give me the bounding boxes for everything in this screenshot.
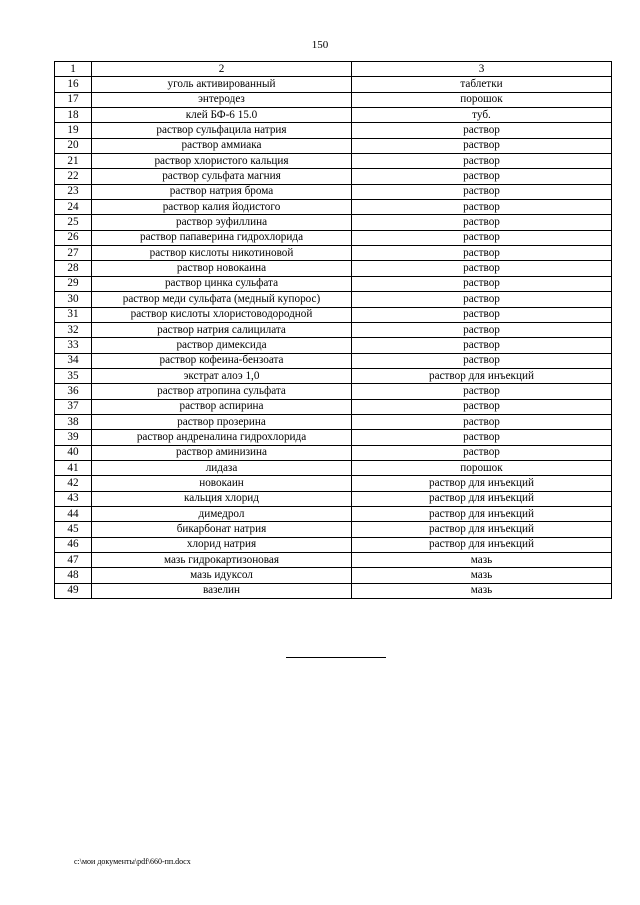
table-row (55, 200, 612, 215)
row-number-cell: 29 (55, 276, 92, 291)
row-number-cell: 33 (55, 338, 92, 353)
item-name-cell: экстрат алоэ 1,0 (92, 368, 352, 383)
row-number-cell: 38 (55, 414, 92, 429)
item-form-cell: раствор для инъекций (352, 368, 612, 383)
item-form-cell: раствор (352, 307, 612, 322)
item-form-cell: раствор (352, 138, 612, 153)
row-number-cell: 36 (55, 384, 92, 399)
item-name-cell: бикарбонат натрия (92, 522, 352, 537)
item-form-cell: мазь (352, 553, 612, 568)
item-name-cell: раствор димексида (92, 338, 352, 353)
table-row (55, 215, 612, 230)
item-form-cell: раствор (352, 169, 612, 184)
data-table (54, 61, 612, 599)
item-form-cell: раствор (352, 414, 612, 429)
item-name-cell: раствор папаверина гидрохлорида (92, 230, 352, 245)
table-row (55, 261, 612, 276)
row-number-cell: 32 (55, 322, 92, 337)
table-row (55, 414, 612, 429)
item-form-cell: раствор (352, 338, 612, 353)
item-name-cell: раствор хлористого кальция (92, 154, 352, 169)
table-row (55, 92, 612, 107)
item-name-cell: раствор кофеина-бензоата (92, 353, 352, 368)
table-row (55, 506, 612, 521)
table-row (55, 583, 612, 598)
row-number-cell: 48 (55, 568, 92, 583)
row-number-cell: 26 (55, 230, 92, 245)
row-number-cell: 31 (55, 307, 92, 322)
row-number-cell: 16 (55, 77, 92, 92)
table-row (55, 230, 612, 245)
row-number-cell: 25 (55, 215, 92, 230)
item-form-cell: раствор для инъекций (352, 491, 612, 506)
header-cell-col3: 3 (352, 62, 612, 77)
item-form-cell: туб. (352, 108, 612, 123)
item-form-cell: раствор (352, 123, 612, 138)
item-name-cell: раствор кислоты никотиновой (92, 246, 352, 261)
table-row (55, 522, 612, 537)
item-form-cell: раствор (352, 430, 612, 445)
row-number-cell: 41 (55, 460, 92, 475)
item-name-cell: кальция хлорид (92, 491, 352, 506)
item-name-cell: раствор натрия салицилата (92, 322, 352, 337)
table-row (55, 307, 612, 322)
item-name-cell: раствор атропина сульфата (92, 384, 352, 399)
table-row (55, 568, 612, 583)
item-name-cell: раствор эуфиллина (92, 215, 352, 230)
table-row (55, 292, 612, 307)
row-number-cell: 23 (55, 184, 92, 199)
table-header-row (55, 62, 612, 77)
item-name-cell: раствор сульфацила натрия (92, 123, 352, 138)
table-row (55, 338, 612, 353)
item-form-cell: порошок (352, 460, 612, 475)
item-form-cell: раствор для инъекций (352, 537, 612, 552)
item-name-cell: раствор прозерина (92, 414, 352, 429)
table-row (55, 445, 612, 460)
table-row (55, 138, 612, 153)
table-row (55, 77, 612, 92)
item-form-cell: порошок (352, 92, 612, 107)
item-form-cell: таблетки (352, 77, 612, 92)
row-number-cell: 42 (55, 476, 92, 491)
item-name-cell: раствор кислоты хлористоводородной (92, 307, 352, 322)
table-row (55, 108, 612, 123)
row-number-cell: 22 (55, 169, 92, 184)
table-row (55, 276, 612, 291)
table-row (55, 384, 612, 399)
table-row (55, 322, 612, 337)
table-body (55, 62, 612, 599)
item-name-cell: раствор аминизина (92, 445, 352, 460)
table-row (55, 154, 612, 169)
table-row (55, 169, 612, 184)
item-form-cell: раствор (352, 261, 612, 276)
item-name-cell: хлорид натрия (92, 537, 352, 552)
row-number-cell: 20 (55, 138, 92, 153)
row-number-cell: 40 (55, 445, 92, 460)
header-cell-col1: 1 (55, 62, 92, 77)
row-number-cell: 19 (55, 123, 92, 138)
table-row (55, 353, 612, 368)
item-form-cell: раствор (352, 200, 612, 215)
item-name-cell: раствор натрия брома (92, 184, 352, 199)
row-number-cell: 43 (55, 491, 92, 506)
table-row (55, 476, 612, 491)
item-name-cell: энтеродез (92, 92, 352, 107)
item-name-cell: мазь гидрокартизоновая (92, 553, 352, 568)
row-number-cell: 34 (55, 353, 92, 368)
item-name-cell: вазелин (92, 583, 352, 598)
item-name-cell: раствор сульфата магния (92, 169, 352, 184)
item-name-cell: раствор калия йодистого (92, 200, 352, 215)
row-number-cell: 35 (55, 368, 92, 383)
table-row (55, 537, 612, 552)
header-cell-col2: 2 (92, 62, 352, 77)
item-form-cell: раствор для инъекций (352, 522, 612, 537)
item-form-cell: раствор (352, 184, 612, 199)
row-number-cell: 39 (55, 430, 92, 445)
row-number-cell: 37 (55, 399, 92, 414)
row-number-cell: 24 (55, 200, 92, 215)
footer-file-path: c:\мои документы\pdf\660-пп.docx (74, 857, 191, 866)
item-name-cell: димедрол (92, 506, 352, 521)
table-row (55, 553, 612, 568)
item-name-cell: клей БФ-6 15.0 (92, 108, 352, 123)
row-number-cell: 46 (55, 537, 92, 552)
item-form-cell: раствор (352, 292, 612, 307)
separator-line (286, 657, 386, 658)
row-number-cell: 17 (55, 92, 92, 107)
item-name-cell: уголь активированный (92, 77, 352, 92)
item-name-cell: лидаза (92, 460, 352, 475)
table-row (55, 246, 612, 261)
row-number-cell: 45 (55, 522, 92, 537)
row-number-cell: 30 (55, 292, 92, 307)
item-name-cell: раствор меди сульфата (медный купорос) (92, 292, 352, 307)
item-form-cell: раствор (352, 230, 612, 245)
item-name-cell: раствор аммиака (92, 138, 352, 153)
table-row (55, 123, 612, 138)
item-name-cell: раствор андреналина гидрохлорида (92, 430, 352, 445)
row-number-cell: 18 (55, 108, 92, 123)
item-name-cell: новокаин (92, 476, 352, 491)
item-form-cell: раствор (352, 246, 612, 261)
item-form-cell: раствор для инъекций (352, 476, 612, 491)
item-name-cell: раствор цинка сульфата (92, 276, 352, 291)
item-form-cell: раствор (352, 384, 612, 399)
item-form-cell: раствор (352, 399, 612, 414)
row-number-cell: 44 (55, 506, 92, 521)
row-number-cell: 49 (55, 583, 92, 598)
item-form-cell: раствор (352, 154, 612, 169)
item-name-cell: раствор аспирина (92, 399, 352, 414)
row-number-cell: 27 (55, 246, 92, 261)
table-row (55, 460, 612, 475)
item-form-cell: раствор (352, 445, 612, 460)
table-row (55, 491, 612, 506)
item-name-cell: мазь идуксол (92, 568, 352, 583)
table-row (55, 399, 612, 414)
table-row (55, 368, 612, 383)
row-number-cell: 21 (55, 154, 92, 169)
item-form-cell: раствор (352, 322, 612, 337)
row-number-cell: 47 (55, 553, 92, 568)
row-number-cell: 28 (55, 261, 92, 276)
item-form-cell: раствор для инъекций (352, 506, 612, 521)
table-row (55, 184, 612, 199)
item-form-cell: раствор (352, 353, 612, 368)
item-form-cell: мазь (352, 568, 612, 583)
item-form-cell: раствор (352, 215, 612, 230)
table-row (55, 430, 612, 445)
page-number: 150 (311, 39, 329, 51)
item-form-cell: мазь (352, 583, 612, 598)
item-name-cell: раствор новокаина (92, 261, 352, 276)
item-form-cell: раствор (352, 276, 612, 291)
